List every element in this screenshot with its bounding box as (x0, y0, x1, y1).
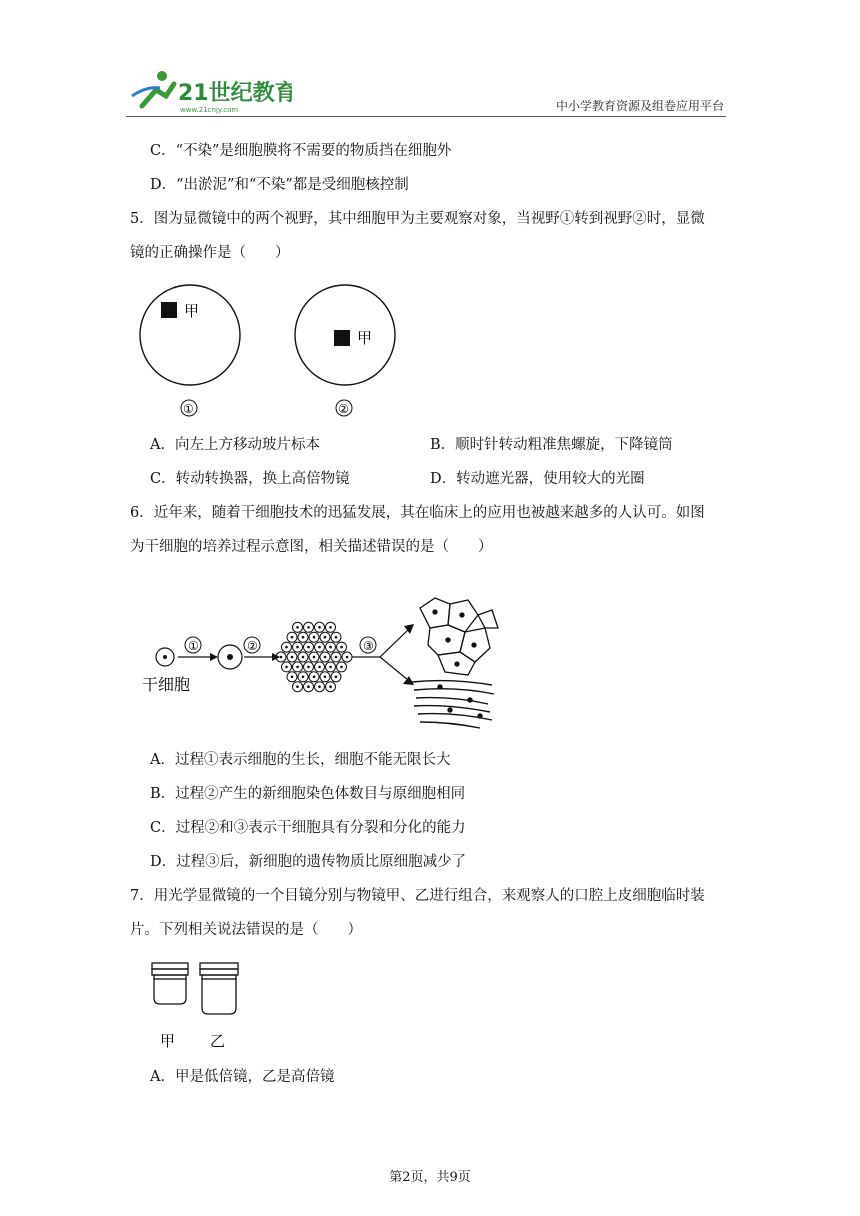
q6-option-a: A．过程①表示细胞的生长，细胞不能无限长大 (150, 752, 451, 768)
q6-stem-line2: 为干细胞的培养过程示意图，相关描述错误的是（ ） (130, 539, 493, 555)
differentiated-muscle-fibers (412, 681, 494, 728)
cell-cluster (276, 622, 352, 691)
cluster-cell-nucleus (324, 676, 327, 679)
stem-cell-grown (218, 645, 242, 669)
stem-cell-label: 干细胞 (142, 675, 191, 694)
q7-stem-line1: 7．用光学显微镜的一个目镜分别与物镜甲、乙进行组合，来观察人的口腔上皮细胞临时装 (130, 888, 705, 904)
q5-option-d: D．转动遮光器，使用较大的光圈 (430, 471, 645, 487)
cluster-cell-nucleus (285, 646, 288, 649)
q5-stem-line2: 镜的正确操作是（ ） (130, 245, 290, 261)
lens-jia-label: 甲 (160, 1032, 176, 1050)
svg-text:21世纪教育: 21世纪教育 (178, 81, 292, 106)
cluster-cell-nucleus (291, 656, 294, 659)
cluster-cell-nucleus (307, 646, 310, 649)
cluster-cell-nucleus (335, 656, 338, 659)
q7-stem-line2: 片。下列相关说法错误的是（ ） (130, 922, 362, 938)
cluster-cell-nucleus (302, 636, 305, 639)
q6-option-c: C．过程②和③表示干细胞具有分裂和分化的能力 (150, 820, 466, 836)
cluster-cell-nucleus (307, 626, 310, 629)
view-field-2 (295, 285, 395, 416)
cluster-cell-nucleus (296, 685, 299, 688)
step-2-label: ② (247, 639, 258, 653)
cluster-cell-nucleus (280, 656, 283, 659)
view-field-1 (140, 285, 240, 416)
differentiated-epithelial-cells (420, 598, 498, 675)
cluster-cell-nucleus (318, 685, 321, 688)
stem-cell-small (156, 648, 174, 666)
q4-option-d: D．“出淤泥”和“不染”都是受细胞核控制 (150, 177, 409, 193)
view-2-label: ② (338, 402, 349, 416)
cluster-cell-nucleus (307, 685, 310, 688)
cluster-cell-nucleus (291, 636, 294, 639)
q7-objective-lens-figure (140, 958, 260, 1053)
cluster-cell-nucleus (335, 636, 338, 639)
cluster-cell-nucleus (296, 666, 299, 669)
page-footer: 第2页，共9页 (389, 1170, 471, 1185)
q6-stem-cell-figure (130, 590, 510, 735)
objective-lens-jia (152, 963, 188, 1004)
cluster-cell-nucleus (285, 666, 288, 669)
cell-jia-label-2: 甲 (357, 329, 373, 347)
q6-stem-line1: 6．近年来，随着干细胞技术的迅猛发展，其在临床上的应用也被越来越多的人认可。如图 (130, 505, 705, 521)
cluster-cell-nucleus (307, 666, 310, 669)
q5-option-a: A．向左上方移动玻片标本 (150, 437, 320, 453)
cluster-cell-nucleus (302, 676, 305, 679)
cluster-cell-nucleus (291, 676, 294, 679)
q5-figure (130, 280, 430, 420)
step-3-label: ③ (363, 639, 374, 653)
cluster-cell-nucleus (318, 666, 321, 669)
header-divider (126, 116, 726, 117)
site-logo (122, 66, 292, 116)
cluster-cell-nucleus (318, 646, 321, 649)
lens-yi-label: 乙 (210, 1032, 226, 1050)
cluster-cell-nucleus (313, 676, 316, 679)
cluster-cell-nucleus (313, 636, 316, 639)
svg-text:www.21cnjy.com: www.21cnjy.com (180, 106, 239, 114)
cluster-cell-nucleus (313, 656, 316, 659)
cluster-cell-nucleus (329, 685, 332, 688)
header-platform-name: 中小学教育资源及组卷应用平台 (555, 99, 724, 113)
cluster-cell-nucleus (340, 666, 343, 669)
cluster-cell-nucleus (324, 636, 327, 639)
view-1-label: ① (183, 402, 194, 416)
q5-option-b: B．顺时针转动粗准焦螺旋，下降镜筒 (430, 437, 673, 453)
q4-option-c: C．“不染”是细胞膜将不需要的物质挡在细胞外 (150, 143, 452, 159)
cell-jia-square-1 (161, 302, 177, 318)
cluster-cell-nucleus (296, 626, 299, 629)
q7-option-a: A．甲是低倍镜，乙是高倍镜 (150, 1069, 335, 1085)
q5-option-c: C．转动转换器，换上高倍物镜 (150, 471, 350, 487)
cluster-cell-nucleus (302, 656, 305, 659)
q6-option-d: D．过程③后，新细胞的遗传物质比原细胞减少了 (150, 854, 467, 870)
cluster-cell-nucleus (329, 626, 332, 629)
step-1-label: ① (188, 639, 199, 653)
cluster-cell-nucleus (346, 656, 349, 659)
q6-option-b: B．过程②产生的新细胞染色体数目与原细胞相同 (150, 786, 466, 802)
cluster-cell-nucleus (329, 646, 332, 649)
cluster-cell-nucleus (296, 646, 299, 649)
objective-lens-yi (200, 963, 238, 1014)
cluster-cell-nucleus (340, 646, 343, 649)
cluster-cell-nucleus (335, 676, 338, 679)
cluster-cell-nucleus (318, 626, 321, 629)
cluster-cell-nucleus (324, 656, 327, 659)
runner-icon (132, 71, 174, 106)
cluster-cell-nucleus (329, 666, 332, 669)
cell-jia-label-1: 甲 (184, 302, 200, 320)
q5-stem-line1: 5．图为显微镜中的两个视野，其中细胞甲为主要观察对象，当视野①转到视野②时，显微 (130, 211, 705, 227)
cell-jia-square-2 (334, 330, 350, 346)
